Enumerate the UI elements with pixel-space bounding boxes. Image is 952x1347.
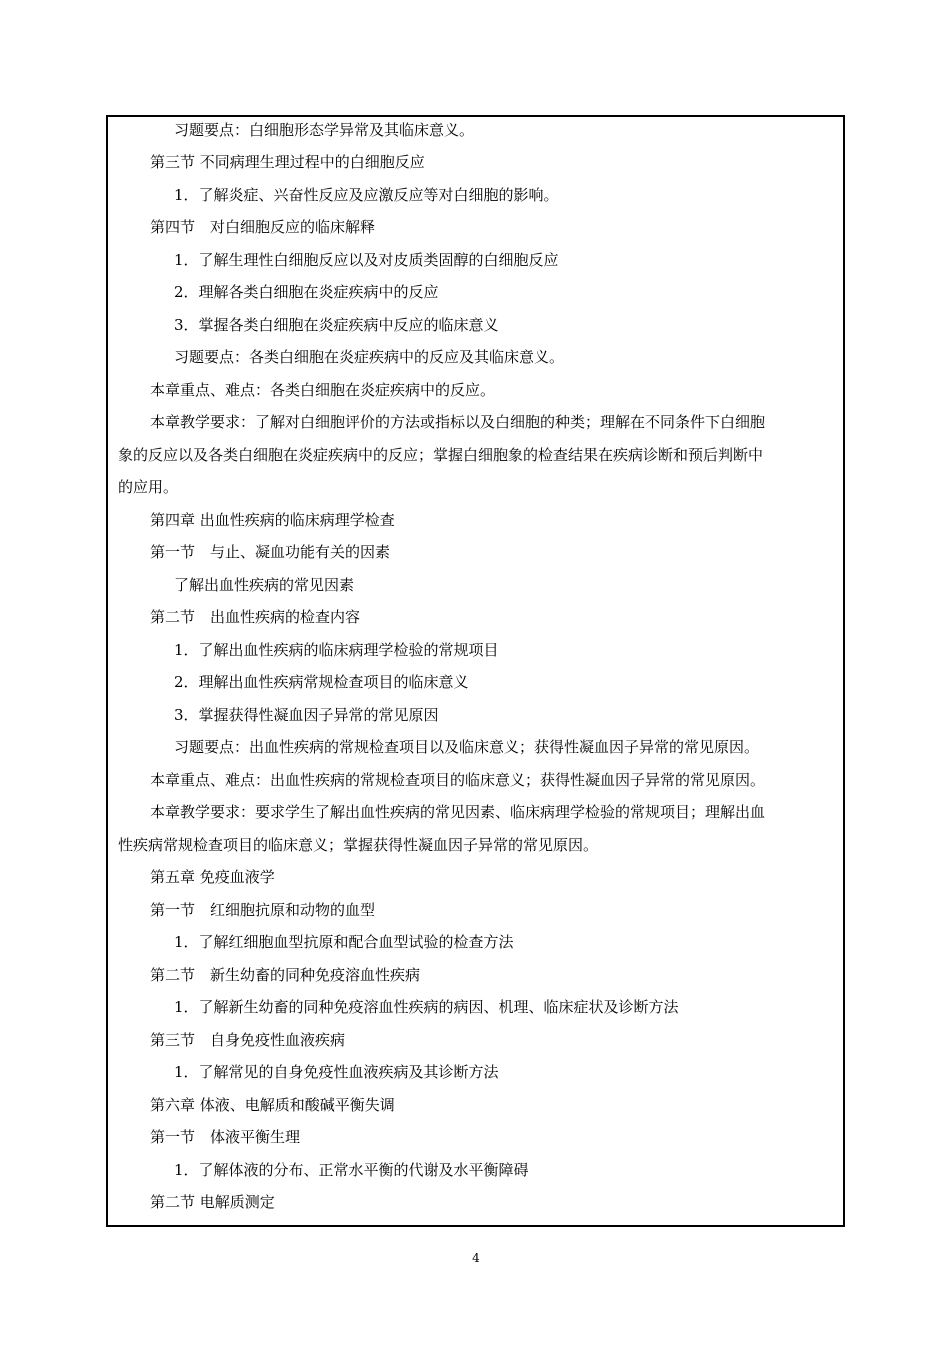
teaching-requirements-line: 象的反应以及各类白细胞在炎症疾病中的反应；掌握白细胞象的检查结果在疾病诊断和预后判断中 bbox=[118, 446, 764, 464]
key-points-line: 本章重点、难点：出血性疾病的常规检查项目的临床意义；获得性凝血因子异常的常见原因。 bbox=[150, 771, 766, 789]
list-item: 3．掌握获得性凝血因子异常的常见原因 bbox=[174, 706, 439, 724]
section-heading: 第三节 自身免疫性血液疾病 bbox=[150, 1031, 346, 1049]
chapter-heading: 第五章 免疫血液学 bbox=[150, 868, 275, 886]
teaching-requirements-line: 的应用。 bbox=[118, 478, 179, 496]
exercise-points-line: 习题要点：各类白细胞在炎症疾病中的反应及其临床意义。 bbox=[174, 348, 565, 366]
section-heading: 第一节 红细胞抗原和动物的血型 bbox=[150, 901, 376, 919]
section-heading: 第四节 对白细胞反应的临床解释 bbox=[150, 218, 376, 236]
teaching-requirements-line: 本章教学要求：了解对白细胞评价的方法或指标以及白细胞的种类；理解在不同条件下白细胞 bbox=[150, 413, 766, 431]
section-heading: 第二节 新生幼畜的同种免疫溶血性疾病 bbox=[150, 966, 421, 984]
list-item: 1．了解炎症、兴奋性反应及应激反应等对白细胞的影响。 bbox=[174, 186, 559, 204]
list-item: 2．理解各类白细胞在炎症疾病中的反应 bbox=[174, 283, 439, 301]
exercise-points-line: 习题要点：白细胞形态学异常及其临床意义。 bbox=[174, 121, 475, 139]
list-item: 1．了解红细胞血型抗原和配合血型试验的检查方法 bbox=[174, 933, 514, 951]
list-item: 1．了解新生幼畜的同种免疫溶血性疾病的病因、机理、临床症状及诊断方法 bbox=[174, 998, 679, 1016]
exercise-points-line: 习题要点：出血性疾病的常规检查项目以及临床意义；获得性凝血因子异常的常见原因。 bbox=[174, 738, 760, 756]
content-frame bbox=[106, 115, 845, 1227]
list-item: 1．了解生理性白细胞反应以及对皮质类固醇的白细胞反应 bbox=[174, 251, 559, 269]
chapter-heading: 第六章 体液、电解质和酸碱平衡失调 bbox=[150, 1096, 395, 1114]
list-item: 1．了解出血性疾病的临床病理学检验的常规项目 bbox=[174, 641, 499, 659]
teaching-requirements-line: 本章教学要求：要求学生了解出血性疾病的常见因素、临床病理学检验的常规项目；理解出血 bbox=[150, 803, 766, 821]
teaching-requirements-line: 性疾病常规检查项目的临床意义；掌握获得性凝血因子异常的常见原因。 bbox=[118, 836, 599, 854]
list-item: 2．理解出血性疾病常规检查项目的临床意义 bbox=[174, 673, 469, 691]
chapter-heading: 第四章 出血性疾病的临床病理学检查 bbox=[150, 511, 395, 529]
key-points-line: 本章重点、难点：各类白细胞在炎症疾病中的反应。 bbox=[150, 381, 496, 399]
section-heading: 第二节 电解质测定 bbox=[150, 1193, 275, 1211]
section-heading: 第三节 不同病理生理过程中的白细胞反应 bbox=[150, 153, 425, 171]
list-item: 1．了解常见的自身免疫性血液疾病及其诊断方法 bbox=[174, 1063, 499, 1081]
list-item: 3．掌握各类白细胞在炎症疾病中反应的临床意义 bbox=[174, 316, 499, 334]
section-heading: 第一节 体液平衡生理 bbox=[150, 1128, 301, 1146]
list-item: 1．了解体液的分布、正常水平衡的代谢及水平衡障碍 bbox=[174, 1161, 529, 1179]
list-item: 了解出血性疾病的常见因素 bbox=[174, 576, 355, 594]
section-heading: 第二节 出血性疾病的检查内容 bbox=[150, 608, 361, 626]
section-heading: 第一节 与止、凝血功能有关的因素 bbox=[150, 543, 391, 561]
page-number: 4 bbox=[472, 1251, 480, 1265]
